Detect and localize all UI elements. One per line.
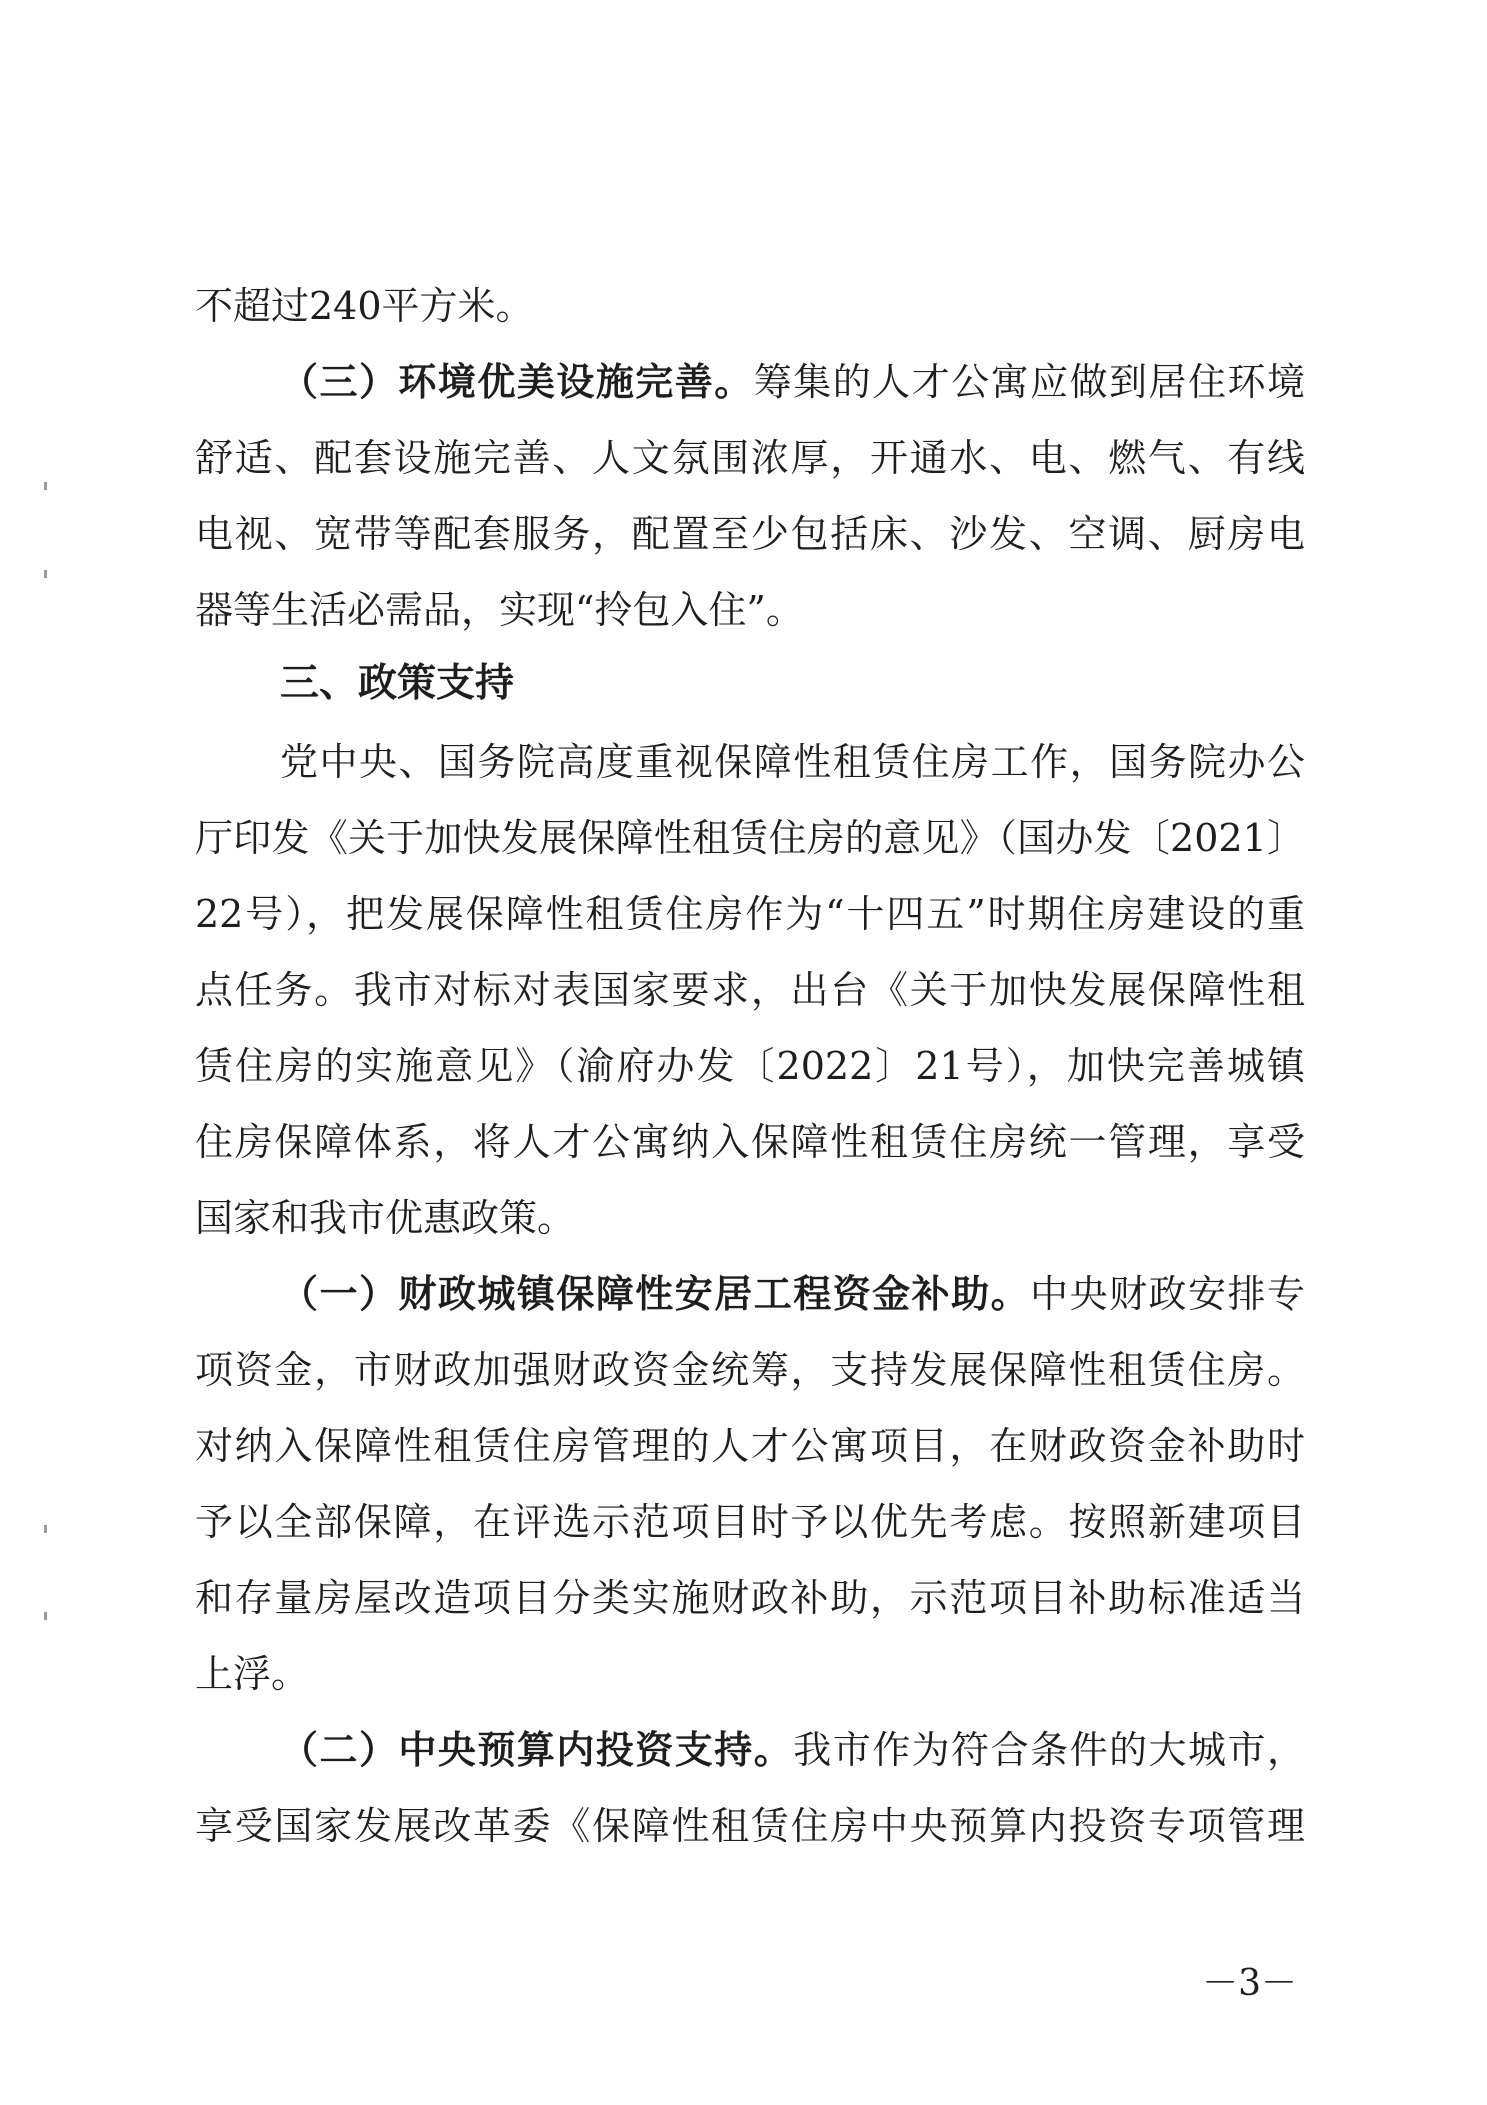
section-heading: 三、政策支持 [280, 661, 515, 706]
scan-mark [44, 570, 47, 578]
text-line: 对纳入保障性租赁住房管理的人才公寓项目，在财政资金补助时 [195, 1424, 1305, 1468]
paragraph-subheading-line [280, 358, 1305, 406]
text-span: 筹集的人才公寓应做到居住环境 [753, 360, 1305, 404]
text-line: 舒适、配套设施完善、人文氛围浓厚，开通水、电、燃气、有线 [195, 436, 1305, 480]
scan-mark [44, 482, 47, 490]
subheading-title: （一）财政城镇保障性安居工程资金补助。 [280, 1271, 1031, 1316]
subheading-title: （三）环境优美设施完善。 [280, 359, 754, 404]
text-span: 我市作为符合条件的大城市， [793, 1728, 1305, 1772]
text-line: 项资金，市财政加强财政资金统筹，支持发展保障性租赁住房。 [195, 1348, 1305, 1392]
text-line: 享受国家发展改革委《保障性租赁住房中央预算内投资专项管理 [195, 1804, 1305, 1848]
text-line: 不超过240平方米。 [195, 284, 534, 328]
text-line: 住房保障体系，将人才公寓纳入保障性租赁住房统一管理，享受 [195, 1120, 1305, 1164]
page-number: －3－ [1202, 1963, 1297, 2004]
text-line: 党中央、国务院高度重视保障性租赁住房工作，国务院办公 [280, 740, 1305, 784]
text-line: 赁住房的实施意见》（渝府办发〔2022〕21号），加快完善城镇 [195, 1044, 1305, 1088]
text-line: 上浮。 [195, 1652, 310, 1696]
text-line: 国家和我市优惠政策。 [195, 1196, 576, 1240]
paragraph-subheading-line [280, 1726, 1305, 1774]
subheading-title: （二）中央预算内投资支持。 [280, 1727, 794, 1772]
text-line: 厅印发《关于加快发展保障性租赁住房的意见》（国办发〔2021〕 [195, 816, 1305, 860]
text-line: 器等生活必需品，实现“拎包入住”。 [195, 588, 804, 632]
text-line: 电视、宽带等配套服务，配置至少包括床、沙发、空调、厨房电 [195, 512, 1305, 556]
scan-mark [44, 1525, 47, 1533]
paragraph-subheading-line [280, 1270, 1305, 1318]
text-line: 22号），把发展保障性租赁住房作为“十四五”时期住房建设的重 [195, 892, 1305, 936]
text-line: 和存量房屋改造项目分类实施财政补助，示范项目补助标准适当 [195, 1576, 1305, 1620]
text-line: 予以全部保障，在评选示范项目时予以优先考虑。按照新建项目 [195, 1500, 1305, 1544]
scan-mark [44, 1612, 47, 1620]
text-span: 中央财政安排专 [1030, 1272, 1305, 1316]
text-line: 点任务。我市对标对表国家要求，出台《关于加快发展保障性租 [195, 968, 1305, 1012]
